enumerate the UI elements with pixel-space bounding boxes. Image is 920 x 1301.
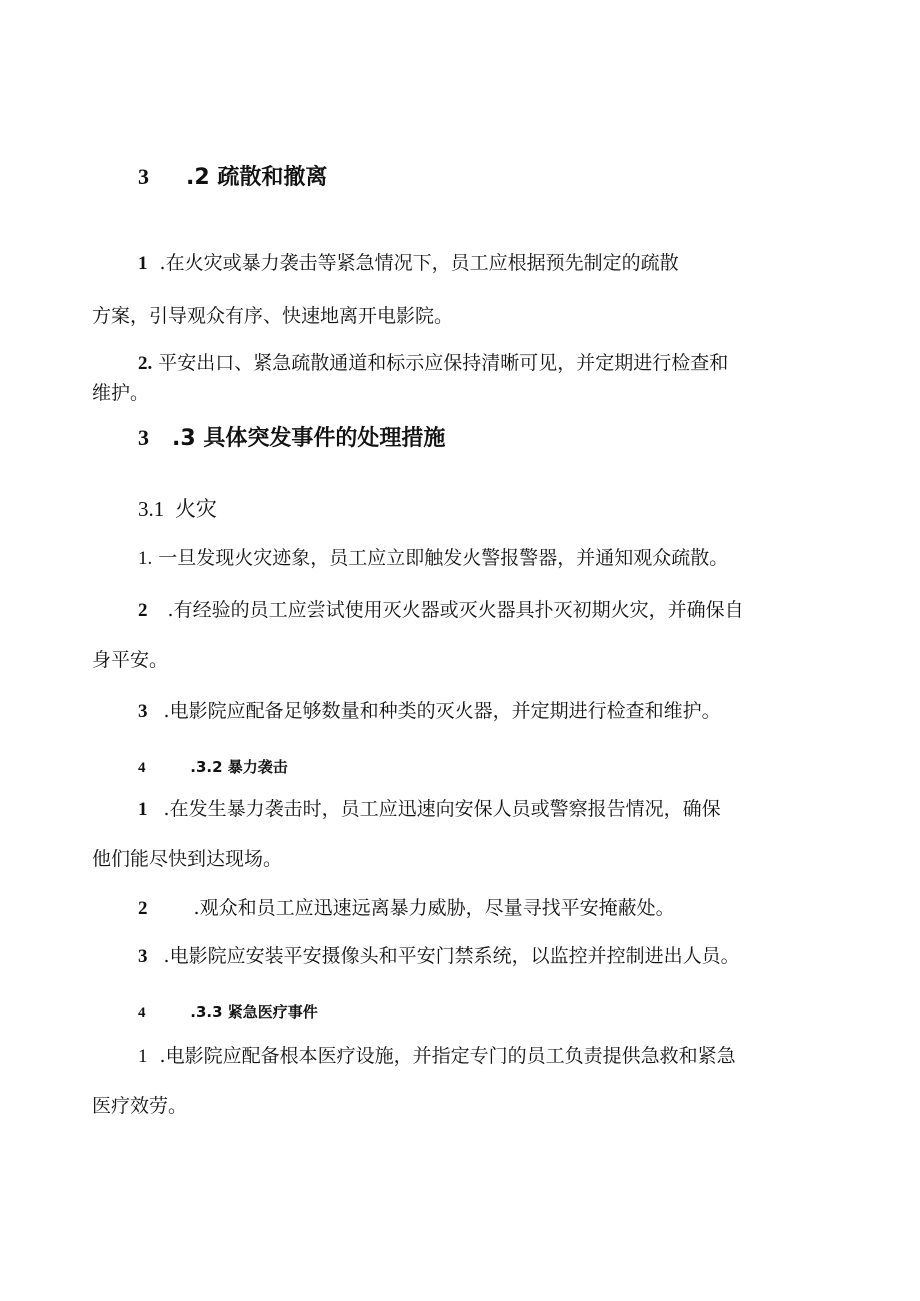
subsection-title: .3.3 紧急医疗事件: [190, 1003, 318, 1021]
item-number: 2: [138, 898, 148, 919]
list-item: [138, 601, 744, 620]
list-item: [138, 702, 721, 721]
item-text: .在发生暴力袭击时，员工应迅速向安保人员或警察报告情况，确保: [163, 798, 721, 820]
list-item: [138, 1047, 736, 1066]
section-number: 3: [138, 425, 149, 450]
item-text-continued: 维护。: [92, 382, 150, 404]
item-number: 1: [138, 799, 148, 820]
item-text: 一旦发现火灾迹象，员工应立即触发火警报警器，并通知观众疏散。: [158, 547, 729, 569]
subsection-heading-medical: [138, 1005, 318, 1021]
subsection-title: 火灾: [174, 497, 217, 521]
subsection-title: .3.2 暴力袭击: [190, 758, 288, 776]
item-text: .有经验的员工应尝试使用灭火器或灭火器具扑灭初期火灾，并确保自: [167, 599, 744, 621]
section-title: .3 具体突发事件的处理措施: [172, 426, 446, 451]
section-number: 3: [138, 164, 149, 189]
subsection-number: 4: [138, 1005, 146, 1021]
list-item: [138, 899, 675, 918]
subsection-number: 4: [138, 760, 146, 776]
item-number: 2: [138, 600, 148, 621]
item-text-continued: 他们能尽快到达现场。: [92, 848, 283, 870]
item-text: .电影院应配备根本医疗设施，并指定专门的员工负责提供急救和紧急: [159, 1045, 736, 1067]
item-number: 1: [138, 1046, 148, 1067]
list-item: [138, 254, 679, 273]
list-item: [138, 947, 740, 966]
subsection-number: 3.1: [138, 497, 165, 521]
section-heading-3-2: [138, 166, 327, 189]
subsection-heading-fire: [138, 499, 217, 520]
subsection-heading-violence: [138, 760, 288, 776]
item-text: .观众和员工应迅速远离暴力威胁，尽量寻找平安掩蔽处。: [193, 897, 675, 919]
item-number: 3: [138, 701, 148, 722]
item-text: .在火灾或暴力袭击等紧急情况下，员工应根据预先制定的疏散: [159, 252, 679, 274]
list-item: [138, 800, 721, 819]
section-title: .2 疏散和撤离: [186, 165, 328, 190]
item-text: .电影院应安装平安摄像头和平安门禁系统，以监控并控制进出人员。: [163, 945, 740, 967]
section-heading-3-3: [138, 427, 445, 450]
item-number: 3: [138, 946, 148, 967]
item-number: 1.: [138, 548, 153, 569]
list-item: [138, 354, 728, 373]
item-text-continued: 方案，引导观众有序、快速地离开电影院。: [92, 305, 454, 327]
item-text: 平安出口、紧急疏散通道和标示应保持清晰可见，并定期进行检查和: [158, 352, 729, 374]
list-item: [138, 549, 728, 568]
item-number: 1: [138, 253, 148, 274]
item-text-continued: 医疗效劳。: [92, 1095, 188, 1117]
item-text: .电影院应配备足够数量和种类的灭火器，并定期进行检查和维护。: [163, 700, 721, 722]
item-number: 2.: [138, 353, 153, 374]
item-text-continued: 身平安。: [92, 649, 169, 671]
